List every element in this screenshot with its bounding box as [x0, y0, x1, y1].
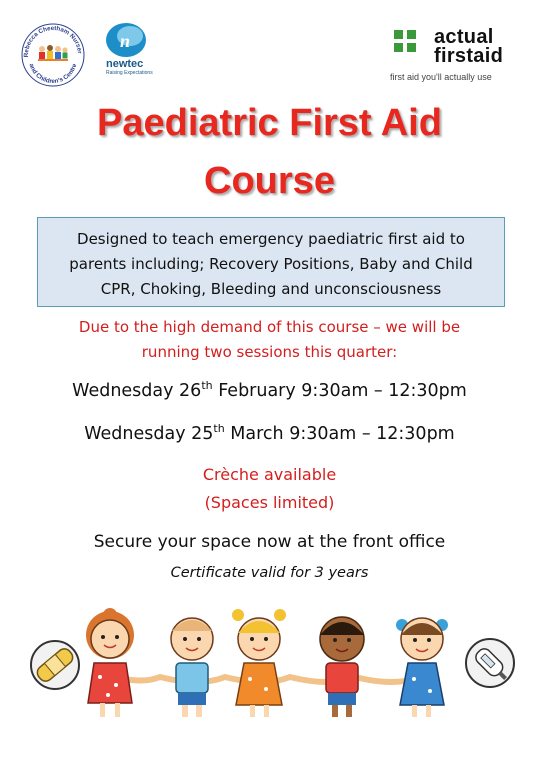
children-illustration	[0, 595, 539, 725]
thermometer-icon	[466, 639, 514, 687]
svg-text:n: n	[120, 31, 131, 51]
session-2-suffix: th	[213, 422, 225, 435]
description-line1: Designed to teach emergency paediatric first aid to	[77, 230, 465, 248]
session-2-day: Wednesday 25	[84, 424, 214, 444]
session-2-time: March 9:30am – 12:30pm	[224, 424, 455, 444]
child-figure	[171, 618, 213, 717]
afa-square-icon	[394, 30, 403, 39]
demand-notice-line2: running two sessions this quarter:	[141, 343, 398, 361]
afa-square-icon	[407, 43, 416, 52]
secure-space-notice: Secure your space now at the front office	[93, 532, 446, 552]
newtec-tagline: Raising Expectations	[106, 70, 153, 76]
session-1-day: Wednesday 26	[72, 381, 202, 401]
demand-notice-line1: Due to the high demand of this course – we will be	[78, 318, 461, 336]
course-description-box	[37, 217, 505, 307]
afa-word-firstaid: firstaid	[434, 45, 504, 67]
description-line2: parents including; Recovery Positions, Baby and Child	[69, 255, 473, 273]
plaster-icon	[31, 641, 79, 689]
description-line3: CPR, Choking, Bleeding and unconsciousness	[100, 280, 442, 298]
svg-text:Rebecca Cheetham Nursery: Rebecca Cheetham Nurser	[22, 24, 83, 58]
nursery-logo	[20, 22, 86, 88]
session-1-suffix: th	[201, 379, 213, 392]
afa-tagline: first aid you'll actually use	[390, 72, 492, 82]
afa-square-icon	[407, 30, 416, 39]
child-figure	[396, 618, 448, 717]
page-title-line1: Paediatric First Aid	[97, 102, 442, 144]
svg-text:and Children's Centre: and Children's Centre	[27, 62, 79, 86]
session-date-2	[0, 424, 539, 444]
actual-firstaid-logo	[390, 24, 520, 86]
creche-available: Crèche available	[202, 465, 337, 484]
child-figure	[320, 617, 364, 717]
certificate-note: Certificate valid for 3 years	[170, 565, 369, 581]
afa-square-icon	[394, 43, 403, 52]
child-figure	[86, 608, 134, 717]
session-1-time: February 9:30am – 12:30pm	[212, 381, 467, 401]
session-date-1	[0, 381, 539, 401]
child-figure	[232, 609, 286, 717]
afa-word-actual: actual	[434, 26, 494, 48]
creche-spaces: (Spaces limited)	[204, 493, 335, 512]
newtec-name: newtec	[106, 58, 144, 70]
page-title-line2: Course	[204, 160, 335, 202]
newtec-logo	[96, 20, 166, 80]
